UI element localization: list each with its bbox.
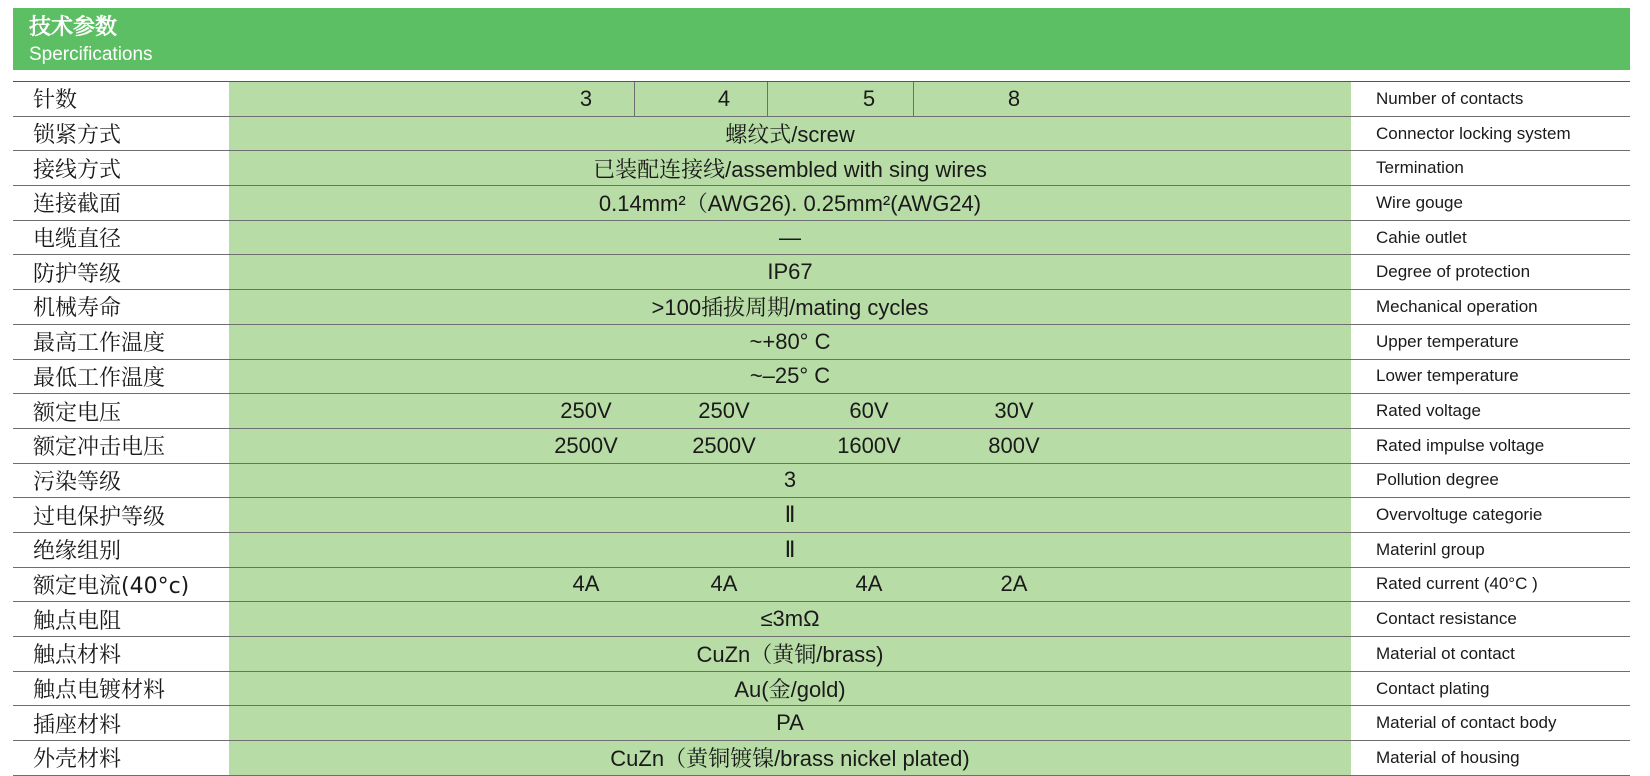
- spec-value: ~+80° C: [749, 328, 831, 354]
- spec-label-zh: 触点电阻: [33, 608, 122, 634]
- spec-label-en: Pollution degree: [1376, 470, 1499, 490]
- spec-value: 螺纹式/screw: [725, 122, 855, 148]
- spec-row: [13, 394, 1630, 429]
- spec-label-en: Upper temperature: [1376, 331, 1519, 351]
- spec-row: [13, 325, 1630, 360]
- spec-row: [13, 429, 1630, 464]
- spec-value-cell: [229, 151, 1351, 185]
- spec-row: [13, 672, 1630, 707]
- spec-value-cell: [229, 290, 1351, 324]
- spec-value-cell: [229, 672, 1351, 706]
- spec-value: 0.14mm²（AWG26). 0.25mm²(AWG24): [598, 191, 982, 217]
- spec-row: [13, 290, 1630, 325]
- spec-label-en: Connector locking system: [1376, 123, 1571, 143]
- spec-value: ~–25° C: [749, 363, 831, 389]
- spec-label-en: Contact plating: [1376, 678, 1490, 698]
- spec-value-cell: [229, 429, 1351, 463]
- section-title-en: Spercifications: [29, 44, 153, 65]
- spec-label-zh: 绝缘组别: [33, 539, 122, 565]
- spec-row: [13, 186, 1630, 221]
- spec-label-en: Rated impulse voltage: [1376, 435, 1545, 455]
- spec-value: 5: [862, 85, 876, 111]
- spec-value: 已装配连接线/assembled with sing wires: [593, 156, 987, 182]
- column-divider: [634, 82, 635, 116]
- spec-table: [13, 81, 1630, 776]
- spec-label-en: Cahie outlet: [1376, 227, 1467, 247]
- spec-row: [13, 464, 1630, 499]
- spec-row: [13, 533, 1630, 568]
- spec-value: 2500V: [692, 432, 756, 458]
- spec-value: 250V: [560, 398, 612, 424]
- spec-label-en: Degree of protection: [1376, 262, 1531, 282]
- spec-label-zh: 连接截面: [33, 192, 122, 218]
- spec-label-zh: 额定电压: [33, 400, 122, 426]
- spec-value: Ⅱ: [784, 536, 796, 562]
- spec-label-zh: 针数: [33, 88, 78, 114]
- spec-value-cell: [229, 533, 1351, 567]
- section-title-zh: 技术参数: [29, 15, 118, 40]
- spec-row: [13, 741, 1630, 776]
- spec-label-en: Rated voltage: [1376, 401, 1481, 421]
- spec-label-en: Mechanical operation: [1376, 296, 1538, 316]
- spec-label-zh: 最高工作温度: [33, 331, 166, 357]
- spec-value-cell: [229, 637, 1351, 671]
- spec-value-cell: [229, 741, 1351, 775]
- spec-value: 250V: [698, 398, 750, 424]
- spec-value: CuZn（黄铜/brass): [696, 642, 884, 668]
- spec-row: [13, 151, 1630, 186]
- spec-value-cell: [229, 360, 1351, 394]
- spec-value: 1600V: [837, 432, 901, 458]
- spec-value-cell: [229, 498, 1351, 532]
- spec-value: 2A: [1000, 571, 1028, 597]
- spec-row: [13, 637, 1630, 672]
- spec-value-cell: [229, 568, 1351, 602]
- spec-value-cell: [229, 706, 1351, 740]
- spec-value: 4A: [855, 571, 883, 597]
- section-header: [13, 8, 1630, 70]
- spec-row: [13, 706, 1630, 741]
- spec-value: Ⅱ: [784, 502, 796, 528]
- spec-label-zh: 防护等级: [33, 261, 122, 287]
- spec-label-en: Overvoltuge categorie: [1376, 505, 1543, 525]
- column-divider: [913, 82, 914, 116]
- spec-value: 4A: [572, 571, 600, 597]
- spec-value: PA: [776, 710, 804, 736]
- spec-label-zh: 锁紧方式: [33, 123, 122, 149]
- spec-label-en: Lower temperature: [1376, 366, 1519, 386]
- spec-label-zh: 过电保护等级: [33, 504, 166, 530]
- spec-value: >100插拔周期/mating cycles: [651, 295, 929, 321]
- spec-value: CuZn（黄铜镀镍/brass nickel plated): [610, 746, 970, 772]
- spec-label-zh: 污染等级: [33, 469, 122, 495]
- spec-label-zh: 接线方式: [33, 157, 122, 183]
- spec-label-en: Number of contacts: [1376, 88, 1524, 108]
- spec-label-zh: 触点电镀材料: [33, 678, 166, 704]
- spec-label-zh: 电缆直径: [33, 227, 122, 253]
- spec-value: —: [779, 224, 801, 250]
- spec-row: [13, 360, 1630, 395]
- spec-label-zh: 触点材料: [33, 643, 122, 669]
- spec-value-cell: [229, 325, 1351, 359]
- spec-value: 4: [717, 85, 731, 111]
- spec-value: ≤3mΩ: [760, 606, 820, 632]
- spec-label-zh: 机械寿命: [33, 296, 122, 322]
- spec-row: [13, 82, 1630, 117]
- spec-row: [13, 117, 1630, 152]
- spec-value: 3: [579, 85, 593, 111]
- spec-label-en: Material of housing: [1376, 747, 1520, 767]
- spec-label-zh: 额定电流(40°c): [33, 573, 190, 599]
- spec-value: 60V: [849, 398, 889, 424]
- spec-label-en: Termination: [1376, 158, 1464, 178]
- spec-row: [13, 498, 1630, 533]
- spec-value-cell: [229, 464, 1351, 498]
- spec-label-en: Rated current (40°C ): [1376, 574, 1538, 594]
- column-divider: [767, 82, 768, 116]
- spec-value-cell: [229, 186, 1351, 220]
- spec-label-en: Contact resistance: [1376, 609, 1517, 629]
- spec-value-cell: [229, 602, 1351, 636]
- spec-row: [13, 602, 1630, 637]
- spec-value-cell: [229, 255, 1351, 289]
- spec-label-en: Material of contact body: [1376, 713, 1557, 733]
- spec-row: [13, 255, 1630, 290]
- spec-label-zh: 最低工作温度: [33, 365, 166, 391]
- spec-value: 8: [1007, 85, 1021, 111]
- spec-value-cell: [229, 394, 1351, 428]
- spec-row: [13, 221, 1630, 256]
- spec-label-en: Material ot contact: [1376, 643, 1515, 663]
- spec-label-en: Materinl group: [1376, 539, 1485, 559]
- spec-value: 4A: [710, 571, 738, 597]
- spec-value: Au(金/gold): [734, 677, 846, 703]
- spec-label-en: Wire gouge: [1376, 192, 1463, 212]
- spec-value: IP67: [767, 259, 813, 285]
- spec-label-zh: 插座材料: [33, 712, 122, 738]
- spec-label-zh: 外壳材料: [33, 747, 122, 773]
- spec-value-cell: [229, 82, 1351, 116]
- spec-value: 30V: [994, 398, 1034, 424]
- spec-value-cell: [229, 117, 1351, 151]
- spec-value-cell: [229, 221, 1351, 255]
- spec-value: 2500V: [554, 432, 618, 458]
- spec-value: 800V: [988, 432, 1040, 458]
- spec-value: 3: [783, 467, 797, 493]
- spec-label-zh: 额定冲击电压: [33, 435, 166, 461]
- spec-row: [13, 568, 1630, 603]
